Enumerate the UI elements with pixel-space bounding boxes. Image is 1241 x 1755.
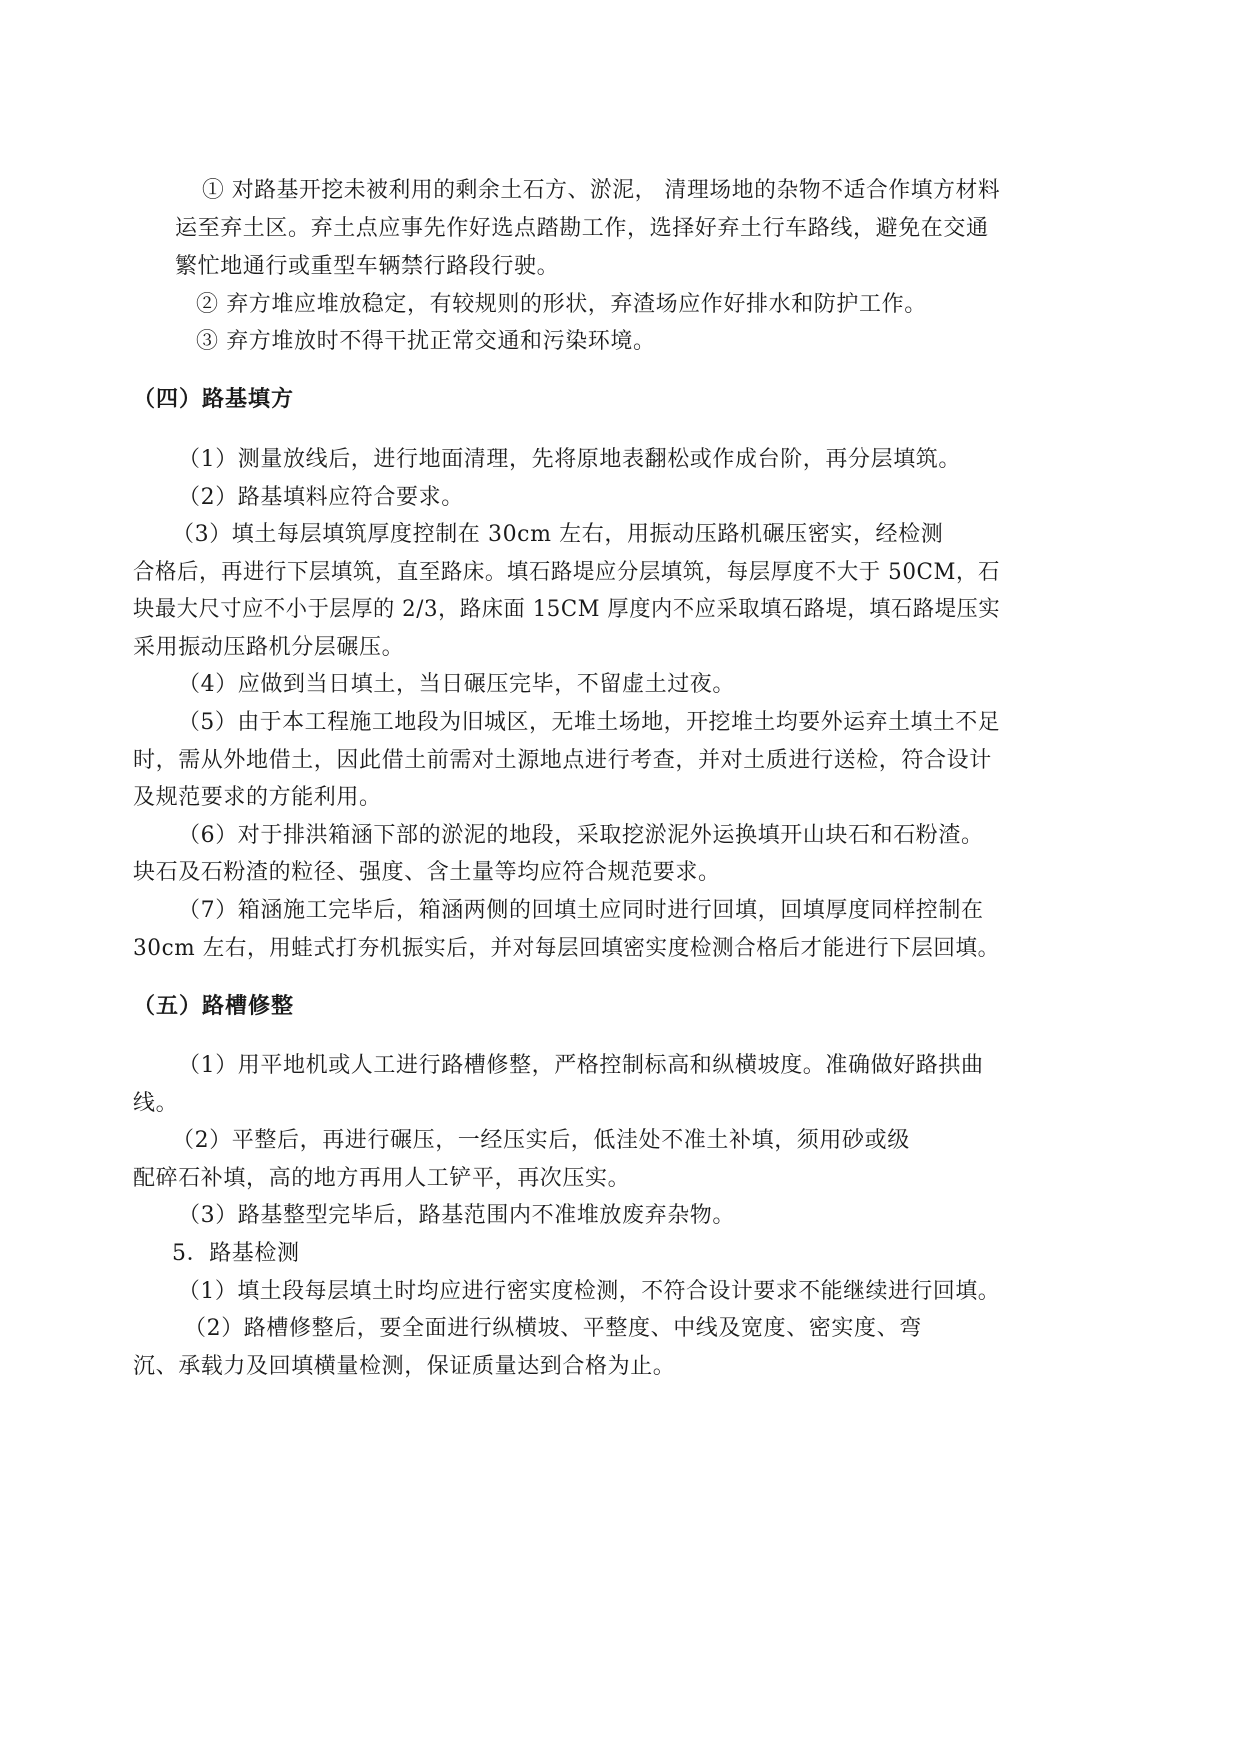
paragraph-line: （7）箱涵施工完毕后，箱涵两侧的回填土应同时进行回填，回填厚度同样控制在 — [178, 898, 984, 923]
paragraph-line: 沉、承载力及回填横量检测，保证质量达到合格为止。 — [133, 1354, 676, 1379]
paragraph-line: （6）对于排洪箱涵下部的淤泥的地段，采取挖淤泥外运换填开山块石和石粉渣。 — [178, 823, 984, 848]
paragraph-line: （5）由于本工程施工地段为旧城区，无堆土场地，开挖堆土均要外运弃土填土不足 — [178, 710, 1001, 735]
paragraph-line: （3）填土每层填筑厚度控制在 30cm 左右，用振动压路机碾压密实，经检测 — [172, 522, 944, 547]
paragraph-line: 块石及石粉渣的粒径、强度、含土量等均应符合规范要求。 — [133, 860, 721, 885]
paragraph-line: （1）用平地机或人工进行路槽修整，严格控制标高和纵横坡度。准确做好路拱曲 — [178, 1053, 984, 1078]
paragraph-line: 运至弃土区。弃土点应事先作好选点踏勘工作，选择好弃土行车路线，避免在交通 — [175, 216, 989, 241]
paragraph-line: 及规范要求的方能利用。 — [133, 785, 382, 810]
section-heading: （四）路基填方 — [133, 387, 295, 412]
section-heading: （五）路槽修整 — [133, 994, 295, 1019]
paragraph-line: （2）平整后，再进行碾压，一经压实后，低洼处不准土补填，须用砂或级 — [172, 1128, 910, 1153]
paragraph-line: （2）路基填料应符合要求。 — [178, 485, 464, 510]
paragraph-line: ① 对路基开挖未被利用的剩余土石方、淤泥， 清理场地的杂物不适合作填方材料 — [202, 178, 1001, 203]
paragraph-line: 时，需从外地借土，因此借土前需对土源地点进行考查，并对土质进行送检，符合设计 — [133, 748, 992, 773]
paragraph-line: ③ 弃方堆放时不得干扰正常交通和污染环境。 — [196, 329, 656, 354]
paragraph-line: 30cm 左右，用蛙式打夯机振实后，并对每层回填密实度检测合格后才能进行下层回填。 — [133, 936, 1000, 961]
paragraph-line: （3）路基整型完毕后，路基范围内不准堆放废弃杂物。 — [178, 1203, 735, 1228]
paragraph-line: 繁忙地通行或重型车辆禁行路段行驶。 — [175, 254, 560, 279]
paragraph-line: （1）测量放线后，进行地面清理，先将原地表翻松或作成台阶，再分层填筑。 — [178, 447, 961, 472]
paragraph-line: ② 弃方堆应堆放稳定，有较规则的形状，弃渣场应作好排水和防护工作。 — [196, 292, 927, 317]
paragraph-line: 配碎石补填，高的地方再用人工铲平，再次压实。 — [133, 1166, 631, 1191]
paragraph-line: 线。 — [133, 1091, 179, 1116]
paragraph-line: 采用振动压路机分层碾压。 — [133, 635, 405, 660]
paragraph-line: 合格后，再进行下层填筑，直至路床。填石路堤应分层填筑，每层厚度不大于 50CM，石 — [133, 560, 1000, 585]
numbered-heading: 5．路基检测 — [172, 1241, 300, 1266]
paragraph-line: 块最大尺寸应不小于层厚的 2/3，路床面 15CM 厚度内不应采取填石路堤，填石路堤压实 — [133, 597, 1001, 622]
paragraph-line: （1）填土段每层填土时均应进行密实度检测，不符合设计要求不能继续进行回填。 — [178, 1279, 1001, 1304]
paragraph-line: （2）路槽修整后，要全面进行纵横坡、平整度、中线及宽度、密实度、弯 — [184, 1316, 922, 1341]
paragraph-line: （4）应做到当日填土，当日碾压完毕，不留虚土过夜。 — [178, 672, 735, 697]
